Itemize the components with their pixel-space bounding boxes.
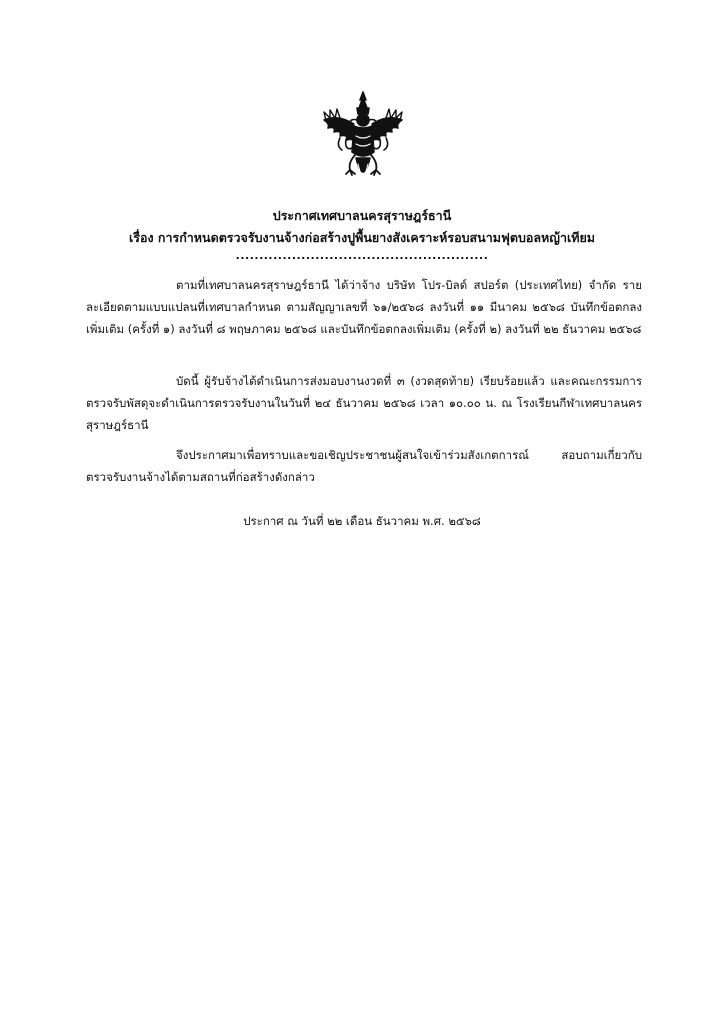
announcement-date: ประกาศ ณ วันที่ ๒๒ เดือน ธันวาคม พ.ศ. ๒๕๖๘ bbox=[243, 514, 481, 528]
announcement-title: ประกาศเทศบาลนครสุราษฎร์ธานี bbox=[272, 208, 452, 223]
title-divider: ...................................................... bbox=[235, 249, 489, 262]
garuda-emblem-icon bbox=[320, 90, 406, 190]
announcement-subject: เรื่อง การกำหนดตรวจรับงานจ้างก่อสร้างปูพื้นยางสังเคราะห์รอบสนามฟุตบอลหญ้าเทียม bbox=[128, 230, 596, 245]
paragraph-invitation: จึงประกาศมาเพื่อทราบและขอเชิญประชาชนผู้สนใจเข้าร่วมสังเกตการณ์ สอบถามเกี่ยวกับ ตรวจรับงานจ้างได้ตามสถานที่ก่อสร้างดังกล่าว bbox=[86, 448, 642, 484]
paragraph-inspection: บัดนี้ ผู้รับจ้างได้ดำเนินการส่งมอบงานงวดที่ ๓ (งวดสุดท้าย) เรียบร้อยแล้ว และคณะกรรมการตรวจรับพัสดุจะดำเนินการตรวจรับงานในวันที่ ๒๔ ธันวาคม ๒๕๖๘ เวลา ๑๐.๐๐ น. ณ โรงเรียนกีฬาเทศบาลนครสุราษฎร์ธานี bbox=[86, 374, 642, 432]
paragraph-contract: ตามที่เทศบาลนครสุราษฎร์ธานี ได้ว่าจ้าง บริษัท โปร-บิลด์ สปอร์ต (ประเทศไทย) จำกัด รายละเอียดตามแบบแปลนที่เทศบาลกำหนด ตามสัญญาเลขที่ ๖๑/๒๕๖๘ ลงวันที่ ๑๑ มีนาคม ๒๕๖๘ บันทึกข้อตกลงเพิ่มเติม (ครั้งที่ ๑) ลงวันที่ ๘ พฤษภาคม ๒๕๖๘ และบันทึกข้อตกลงเพิ่มเติม (ครั้งที่ ๒) ลงวันที่ ๒๒ ธันวาคม ๒๕๖๘ bbox=[86, 278, 642, 336]
